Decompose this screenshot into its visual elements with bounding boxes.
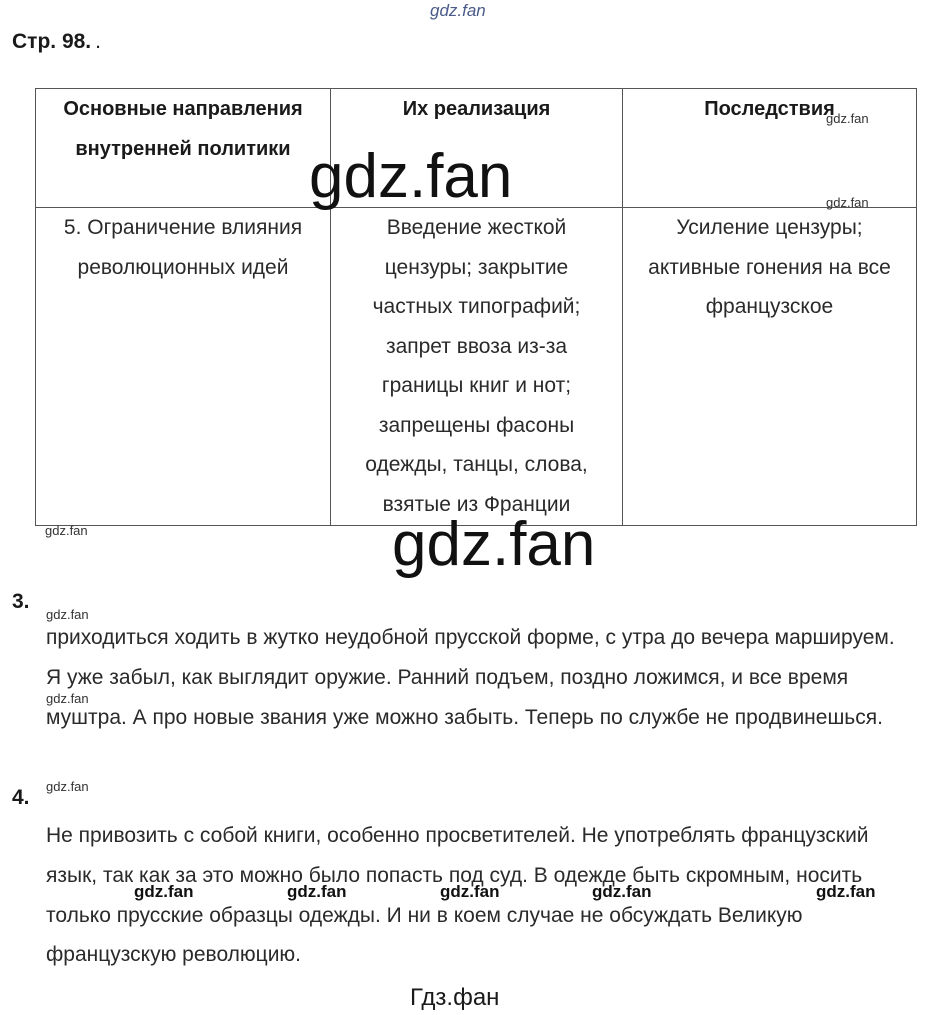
task-4-text: Не привозить с собой книги, особенно просветителей. Не употреблять французский язык, так как за это можно было попасть под суд. В одежде быть скромным, носить только прусские образцы одежды. И ни в коем случае не обсуждать Великую французскую революцию. <box>46 824 869 967</box>
watermark-large: gdz.fan <box>309 142 513 211</box>
watermark-bold: gdz.fan <box>134 882 194 901</box>
footer-watermark: Гдз.фан <box>410 984 500 1011</box>
cell-consequence: Усиление цензуры; активные гонения на все французское <box>623 208 917 526</box>
task-number-4: 4. <box>12 786 30 809</box>
header-consequences: Последствия <box>623 89 917 208</box>
watermark-small: gdz.fan <box>46 607 89 622</box>
task-number-3: 3. <box>12 590 30 613</box>
watermark-bold: gdz.fan <box>816 882 876 901</box>
watermark-small: gdz.fan <box>46 779 89 794</box>
cell-implementation: Введение жесткой цензуры; закрытие частных типографий; запрет ввоза из-за границы книг и нот; запрещены фасоны одежды, танцы, слова, взятые из Франции <box>331 208 623 526</box>
task-3-text: приходиться ходить в жутко неудобной прусской форме, с утра до вечера маршируем. Я уже забыл, как выглядит оружие. Ранний подъем, поздно ложимся, и все время муштра. А про новые звания уже можно забыть. Теперь по службе не продвинешься. <box>46 626 895 729</box>
watermark-small: gdz.fan <box>46 691 89 706</box>
page-reference <box>12 30 101 54</box>
watermark-large: gdz.fan <box>392 510 596 579</box>
watermark-bold: gdz.fan <box>440 882 500 901</box>
watermark-small: gdz.fan <box>826 195 869 210</box>
table-row <box>36 208 917 526</box>
watermark-small: gdz.fan <box>826 111 869 126</box>
watermark-bold: gdz.fan <box>592 882 652 901</box>
watermark-top: gdz.fan <box>430 1 486 20</box>
header-implementation: Их реализация <box>331 89 623 208</box>
page-reference-trailing: . <box>95 30 101 53</box>
watermark-bold: gdz.fan <box>287 882 347 901</box>
header-directions: Основные направления внутренней политики <box>36 89 331 208</box>
watermark-small: gdz.fan <box>45 523 88 538</box>
page-reference-label: Стр. 98. <box>12 30 92 53</box>
cell-direction: 5. Ограничение влияния революционных идей <box>36 208 331 526</box>
